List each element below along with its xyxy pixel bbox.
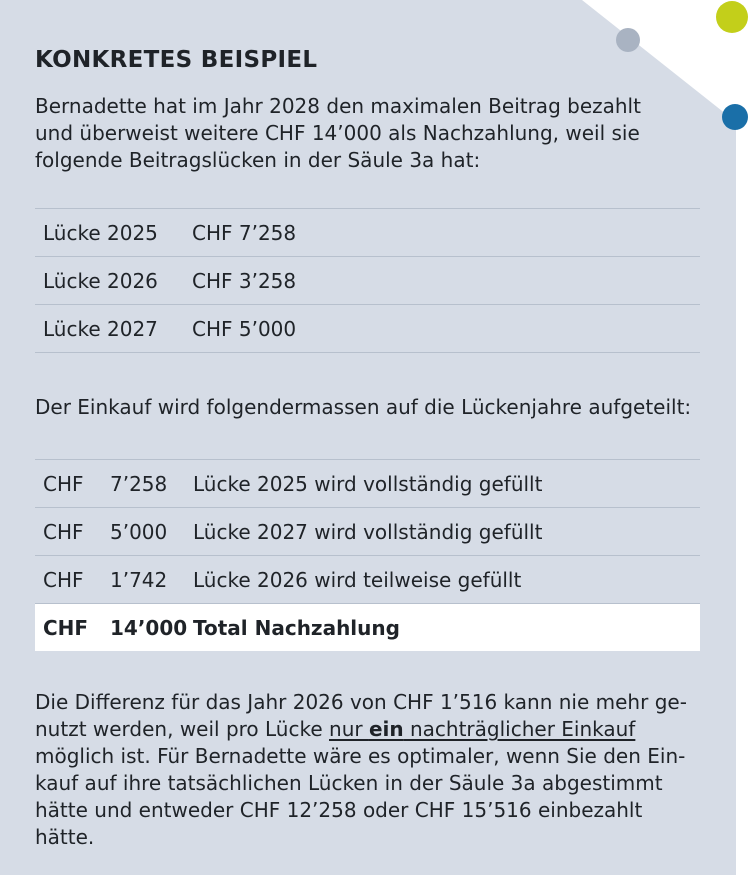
- table-row: [35, 508, 700, 556]
- currency-cell: CHF: [43, 471, 84, 496]
- underline-text-a: nur: [329, 717, 369, 741]
- gap-value: CHF 3’258: [192, 268, 297, 293]
- amount-cell: 1’742: [110, 567, 168, 592]
- node-lime-icon: [716, 1, 748, 33]
- underline-bold-text: ein: [368, 717, 404, 741]
- gaps-table: [35, 208, 700, 353]
- conclusion-underline: [329, 717, 635, 741]
- intro-text: Bernadette hat im Jahr 2028 den maximalen Beitrag bezahlt und überweist weitere CHF 14’000 als Nachzahlung, weil sie folgende Beitragslücken in der Säule 3a hat:: [35, 94, 641, 172]
- conclusion-part2: möglich ist. Für Bernadette wäre es optimaler, wenn Sie den Ein- kauf auf ihre tatsächlichen Lücken in der Säule 3a abgestimmt hätte und entweder CHF 12’258 oder CHF 15’516 einbezahlt hätte.: [35, 744, 686, 849]
- currency-cell: CHF: [43, 519, 84, 544]
- total-currency: CHF: [43, 615, 89, 640]
- allocation-table: [35, 459, 700, 651]
- total-row: [35, 604, 700, 651]
- table-row: [35, 556, 700, 604]
- total-amount: 14’000: [110, 615, 188, 640]
- description-cell: Lücke 2027 wird vollständig gefüllt: [193, 519, 543, 544]
- currency-cell: CHF: [43, 567, 84, 592]
- allocation-intro: Der Einkauf wird folgendermassen auf die Lückenjahre aufgeteilt:: [35, 395, 692, 419]
- amount-cell: 7’258: [110, 471, 168, 496]
- description-cell: Lücke 2025 wird vollständig gefüllt: [193, 471, 543, 496]
- table-row: [35, 459, 700, 508]
- gap-label: Lücke 2025: [43, 220, 158, 245]
- conclusion-part1: Die Differenz für das Jahr 2026 von CHF 1’516 kann nie mehr ge- nutzt werden, weil pro Lücke: [35, 690, 687, 741]
- total-description: Total Nachzahlung: [193, 615, 400, 640]
- gap-value: CHF 5’000: [192, 316, 297, 341]
- gap-value: CHF 7’258: [192, 220, 297, 245]
- underline-text-b: nachträglicher Einkauf: [403, 717, 636, 741]
- conclusion-text: [35, 689, 705, 851]
- gap-label: Lücke 2026: [43, 268, 158, 293]
- table-row: [35, 208, 700, 257]
- description-cell: Lücke 2026 wird teilweise gefüllt: [193, 567, 522, 592]
- section-title: KONKRETES BEISPIEL: [35, 47, 318, 73]
- amount-cell: 5’000: [110, 519, 168, 544]
- gap-label: Lücke 2027: [43, 316, 158, 341]
- table-row: [35, 305, 700, 353]
- table-row: [35, 257, 700, 305]
